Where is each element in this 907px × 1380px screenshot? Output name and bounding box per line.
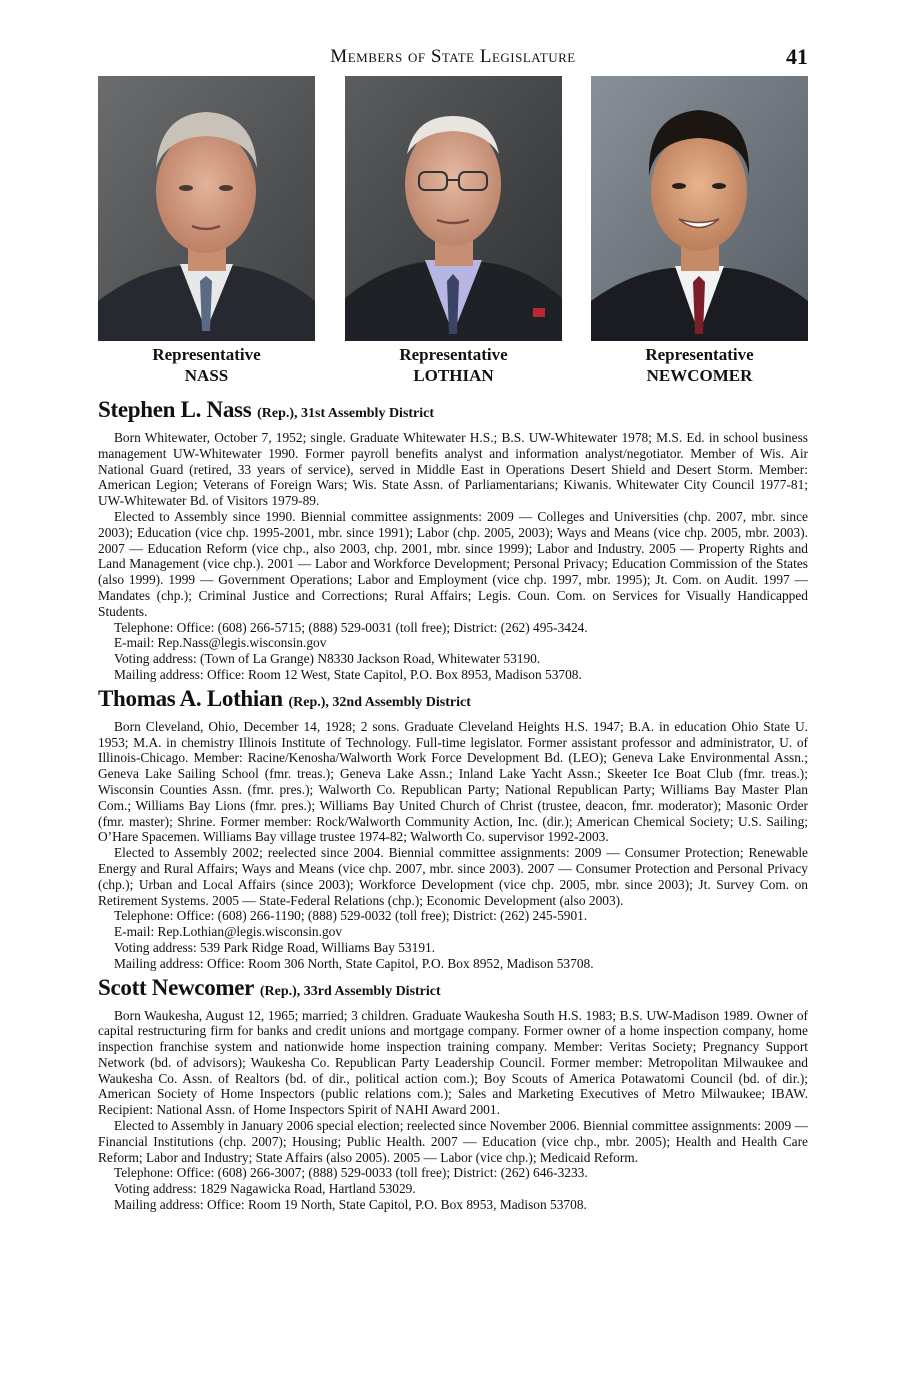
member-district: (Rep.), 32nd Assembly District	[288, 694, 471, 710]
page-number: 41	[786, 44, 808, 69]
portrait-photo-newcomer	[591, 76, 808, 341]
member-name: Stephen L. Nass	[98, 397, 252, 422]
member-email: E-mail: Rep.Lothian@legis.wisconsin.gov	[114, 924, 343, 940]
member-voting-address: Voting address: (Town of La Grange) N8330 Jackson Road, Whitewater 53190.	[114, 651, 541, 667]
member-district: (Rep.), 33rd Assembly District	[259, 983, 441, 999]
member-heading	[98, 685, 808, 717]
portrait-caption: Representative NEWCOMER	[645, 345, 754, 385]
portrait-caption: Representative LOTHIAN	[399, 345, 508, 385]
member-heading	[98, 396, 808, 428]
member-mailing-address: Mailing address: Office: Room 12 West, State Capitol, P.O. Box 8953, Madison 53708.	[114, 666, 582, 682]
member-telephone: Telephone: Office: (608) 266-5715; (888) 529-0031 (toll free); District: (262) 495-3424.	[114, 619, 588, 635]
page-header	[98, 44, 808, 74]
running-title: Members of State Legislature	[330, 46, 576, 67]
portrait-row	[98, 76, 808, 388]
member-name: Scott Newcomer	[98, 974, 255, 1000]
portrait-nass	[98, 76, 315, 386]
portrait-lothian	[345, 76, 562, 386]
member-listings	[98, 396, 808, 1213]
member-entry-lothian	[98, 685, 808, 972]
member-committees: Elected to Assembly in January 2006 special election; reelected since November 2006. Biennial committee assignments: 2009 — Financial Institutions (chp. 2007); Housing; Public Health. 2007 — Education (vice chp., mbr. 2005); Health and Health Care Reform; Labor and Industry; State Affairs (also 2005). 2005 — Labor (vice chp.); Medicaid Reform.	[98, 1118, 808, 1165]
portrait-photo-lothian	[345, 76, 562, 341]
member-entry-nass	[98, 396, 808, 683]
member-voting-address: Voting address: 1829 Nagawicka Road, Hartland 53029.	[114, 1181, 416, 1197]
member-name: Thomas A. Lothian	[98, 685, 283, 711]
member-committees: Elected to Assembly 2002; reelected since 2004. Biennial committee assignments: 2009 — Consumer Protection; Renewable Energy and Rural Affairs; Ways and Means (vice chp. 2007, mbr. since 2003). 2007 — Consumer Protection and Personal Privacy (chp.); Urban and Local Affairs (since 2003); Workforce Development (vice chp. 2005, mbr. since 2003); Jt. Survey Com. on Retirement Systems. 2005 — State-Federal Relations (chp.); Economic Development (also 2003).	[98, 845, 808, 908]
portrait-caption: Representative NASS	[152, 345, 261, 385]
member-telephone: Telephone: Office: (608) 266-1190; (888) 529-0032 (toll free); District: (262) 245-5901.	[114, 908, 588, 924]
member-district: (Rep.), 31st Assembly District	[257, 406, 435, 421]
member-telephone: Telephone: Office: (608) 266-3007; (888) 529-0033 (toll free); District: (262) 646-3233.	[114, 1165, 588, 1181]
member-committees: Elected to Assembly since 1990. Biennial committee assignments: 2009 — Colleges and Universities (chp. 2007, mbr. since 2003); Education (vice chp. 1995-2001, mbr. since 1991); Labor (chp. 2005, 2003); Ways and Means (vice chp. 2005, mbr. 2003). 2007 — Education Reform (vice chp., also 2003, chp. 2001, mbr. since 1999); Labor and Industry. 2005 — Property Rights and Land Management (vice chp.). 2001 — Labor and Workforce Development; Personal Privacy; Education Commission of the States (also 1999). 1999 — Government Operations; Labor and Employment (vice chp. 1997, mbr. 1995); Jt. Com. on Audit. 1997 — Mandates (chp.); Criminal Justice and Corrections; Rural Affairs; Legis. Coun. Com. on Services for Visually Handicapped Students.	[98, 508, 808, 619]
member-mailing-address: Mailing address: Office: Room 19 North, State Capitol, P.O. Box 8953, Madison 53708.	[114, 1197, 587, 1213]
portrait-newcomer	[591, 76, 808, 386]
member-bio: Born Waukesha, August 12, 1965; married; 3 children. Graduate Waukesha South H.S. 1983; B.S. UW-Madison 1989. Owner of capital restructuring firm for banks and credit unions and mortgage company. Former owner of a home inspection company, home inspection franchise system and nationwide home inspection training company. Member: Veritas Society; Pregnancy Support Network (bd. of advisors); Waukesha Co. Republican Party Leadership Council. Former member: Metropolitan Milwaukee and Waukesha Co. Assn. of Realtors (bd. of dir., political action com.); Boy Scouts of America Potawatomi Council (bd. of dir.); American Society of Home Inspectors (public relations com.); Sales and Marketing Executives of Metro Milwaukee; IBAW. Recipient: National Assn. of Home Inspectors Spirit of NAHI Award 2001.	[98, 1007, 808, 1118]
member-entry-newcomer	[98, 974, 808, 1213]
member-bio: Born Whitewater, October 7, 1952; single. Graduate Whitewater H.S.; B.S. UW-Whitewater 1978; M.S. Ed. in school business management UW-Whitewater 1990. Former payroll benefits analyst and information analyst/negotiator. Member of Wis. Air National Guard (retired, 33 years of service), served in Middle East in Operations Desert Shield and Desert Storm. Member: American Legion; Veterans of Foreign Wars; Wis. State Assn. of Parliamentarians; Kiwanis. Whitewater City Council 1977-81; UW-Whitewater Bd. of Visitors 1979-89.	[98, 430, 808, 509]
member-mailing-address: Mailing address: Office: Room 306 North, State Capitol, P.O. Box 8952, Madison 53708.	[114, 955, 594, 971]
member-email: E-mail: Rep.Nass@legis.wisconsin.gov	[114, 635, 327, 651]
member-heading	[98, 974, 808, 1006]
portrait-photo-nass	[98, 76, 315, 341]
member-voting-address: Voting address: 539 Park Ridge Road, Williams Bay 53191.	[114, 939, 436, 955]
member-bio: Born Cleveland, Ohio, December 14, 1928; 2 sons. Graduate Cleveland Heights H.S. 1947; B.A. in education Ohio State U. 1953; M.A. in chemistry Illinois Institute of Technology. Full-time legislator. Former assistant professor and administrator, U. of Illinois-Chicago. Member: Racine/Kenosha/Walworth Work Force Development Bd. (LEO); Geneva Lake Environmental Assn.; Geneva Lake Sailing School (fmr. treas.); Geneva Lake Assn.; Inland Lake Yacht Assn.; Skeeter Ice Boat Club (fmr. treas.); Wisconsin Counties Assn. (fmr. pres.); Walworth Co. Republican Party; National Republican Party; Williams Bay Master Plan Com.; Williams Bay Lions (fmr. pres.); Williams Bay United Church of Christ (trustee, deacon, fmr. moderator); Masonic Order (fmr. master); Shrine. Former member: Rock/Walworth Community Action, Inc. (dir.); American Chemical Society; U.S. Sailing; O’Hare Spacemen. Williams Bay village trustee 1974-82; Walworth Co. supervisor 1992-2003.	[98, 718, 808, 845]
